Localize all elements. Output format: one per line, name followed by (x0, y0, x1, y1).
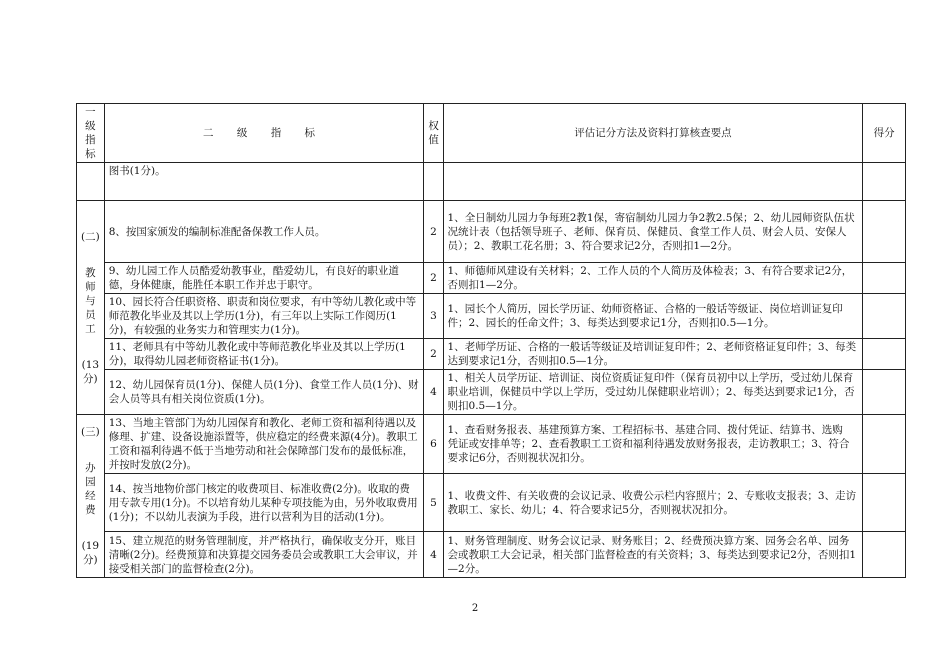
method-cell (443, 163, 863, 201)
category-name: 办园经费 (85, 462, 96, 516)
method-cell: 1、全日制幼儿园力争每班2教1保，寄宿制幼儿园力争2教2.5保；2、幼儿园师资队伍状况统计表（包括领导班子、老师、保育员、保健员、食堂工作人员、财会人员、安保人员）；2、教职工花名册；3、符合要求记2分，否则扣1—2分。 (443, 201, 863, 263)
header-level1: 一级指标 (77, 104, 105, 163)
indicator-cell: 12、幼儿园保育员(1分)、保健人员(1分)、食堂工作人员(1分)、财会人员等具有相关岗位资质(1分)。 (104, 370, 424, 415)
weight-cell: 2 (424, 339, 443, 370)
category-cell (77, 163, 105, 201)
category-code: (三) (81, 426, 100, 438)
category-points: (19分) (81, 540, 100, 566)
category-code: (二) (81, 230, 100, 243)
table-row (77, 263, 906, 294)
table-row (77, 294, 906, 339)
category-cell (77, 415, 105, 578)
indicator-cell: 图书(1分)。 (104, 163, 424, 201)
score-cell (863, 415, 906, 474)
header-score: 得分 (863, 104, 906, 163)
table-row (77, 339, 906, 370)
header-method: 评估记分方法及资料打算核查要点 (443, 104, 863, 163)
category-cell (77, 201, 105, 415)
indicator-cell: 9、幼儿园工作人员酷爱幼教事业，酷爱幼儿，有良好的职业道德，身体健康，能胜任本职工作并忠于职守。 (104, 263, 424, 294)
table-row (77, 370, 906, 415)
score-cell (863, 339, 906, 370)
indicator-cell: 15、建立规范的财务管理制度，并严格执行，确保收支分开，账目清晰(2分)。经费预算和决算提交园务委员会或教职工大会审议，并接受相关部门的监督检查(2分)。 (104, 532, 424, 578)
score-cell (863, 294, 906, 339)
evaluation-table (76, 103, 906, 578)
indicator-cell: 8、按国家颁发的编制标准配备保教工作人员。 (104, 201, 424, 263)
category-points: (13分) (81, 358, 100, 385)
method-cell: 1、收费文件、有关收费的会议记录、收费公示栏内容照片；2、专账收支报表；3、走访教职工、家长、幼儿；4、符合要求记5分，否则视状况扣分。 (443, 474, 863, 532)
indicator-cell: 11、老师具有中等幼儿教化或中等师范教化毕业及其以上学历(1分)，取得幼儿园老师资格证书(1分)。 (104, 339, 424, 370)
score-cell (863, 474, 906, 532)
score-cell (863, 201, 906, 263)
indicator-cell: 13、当地主管部门为幼儿园保育和教化、老师工资和福利待遇以及修理、扩建、设备设施添置等，供应稳定的经费来源(4分)。教职工工资和福利待遇不低于当地劳动和社会保障部门发布的最低标准，并按时发放(2分)。 (104, 415, 424, 474)
method-cell: 1、园长个人简历，园长学历证、幼师资格证、合格的一般话等级证、岗位培训证复印件；2、园长的任命文件；3、每类达到要求记1分，否则扣0.5—1分。 (443, 294, 863, 339)
table-row (77, 532, 906, 578)
page-number: 2 (471, 603, 479, 614)
weight-cell: 6 (424, 415, 443, 474)
method-cell: 1、师德师风建设有关材料；2、工作人员的个人简历及体检表；3、有符合要求记2分，否则扣1—2分。 (443, 263, 863, 294)
weight-cell: 2 (424, 263, 443, 294)
category-name: 教师与员工 (85, 266, 96, 335)
table-row (77, 163, 906, 201)
table-row (77, 415, 906, 474)
table-header-row (77, 104, 906, 163)
score-cell (863, 370, 906, 415)
score-cell (863, 263, 906, 294)
indicator-cell: 10、园长符合任职资格、职责和岗位要求，有中等幼儿教化或中等师范教化毕业及其以上学历(1分)，有三年以上实际工作阅历(1分)，有较强的业务实力和管理实力(1分)。 (104, 294, 424, 339)
weight-cell: 4 (424, 532, 443, 578)
weight-cell: 3 (424, 294, 443, 339)
method-cell: 1、查看财务报表、基建预算方案、工程招标书、基建合同、拨付凭证、结算书、选购 凭证或安排单等；2、查看教职工工资和福利待遇发放财务报表，走访教职工；3、符合要求记6分，否则视状况扣分。 (443, 415, 863, 474)
header-level2: 二 级 指 标 (104, 104, 424, 163)
header-weight: 权值 (424, 104, 443, 163)
score-cell (863, 532, 906, 578)
weight-cell: 4 (424, 370, 443, 415)
indicator-cell: 14、按当地物价部门核定的收费项目、标准收费(2分)。收取的费用专款专用(1分)。不以培育幼儿某种专项技能为由，另外收取费用(1分)；不以幼儿表演为手段，进行以营利为目的活动(1分)。 (104, 474, 424, 532)
weight-cell: 5 (424, 474, 443, 532)
table-row (77, 201, 906, 263)
method-cell: 1、老师学历证、合格的一般话等级证及培训证复印件；2、老师资格证复印件；3、每类达到要求记1分，否则扣0.5—1分。 (443, 339, 863, 370)
weight-cell (424, 163, 443, 201)
method-cell: 1、财务管理制度、财务会议记录、财务账目；2、经费预决算方案、园务会名单、园务会或教职工大会记录，相关部门监督检查的有关资料；3、每类达到要求记2分，否则扣1—2分。 (443, 532, 863, 578)
weight-cell: 2 (424, 201, 443, 263)
method-cell: 1、相关人员学历证、培训证、岗位资质证复印件（保育员初中以上学历，受过幼儿保育职业培训，保健员中学以上学历，受过幼儿保健职业培训）；2、每类达到要求记1分，否则扣0.5—1分。 (443, 370, 863, 415)
table-row (77, 474, 906, 532)
score-cell (863, 163, 906, 201)
